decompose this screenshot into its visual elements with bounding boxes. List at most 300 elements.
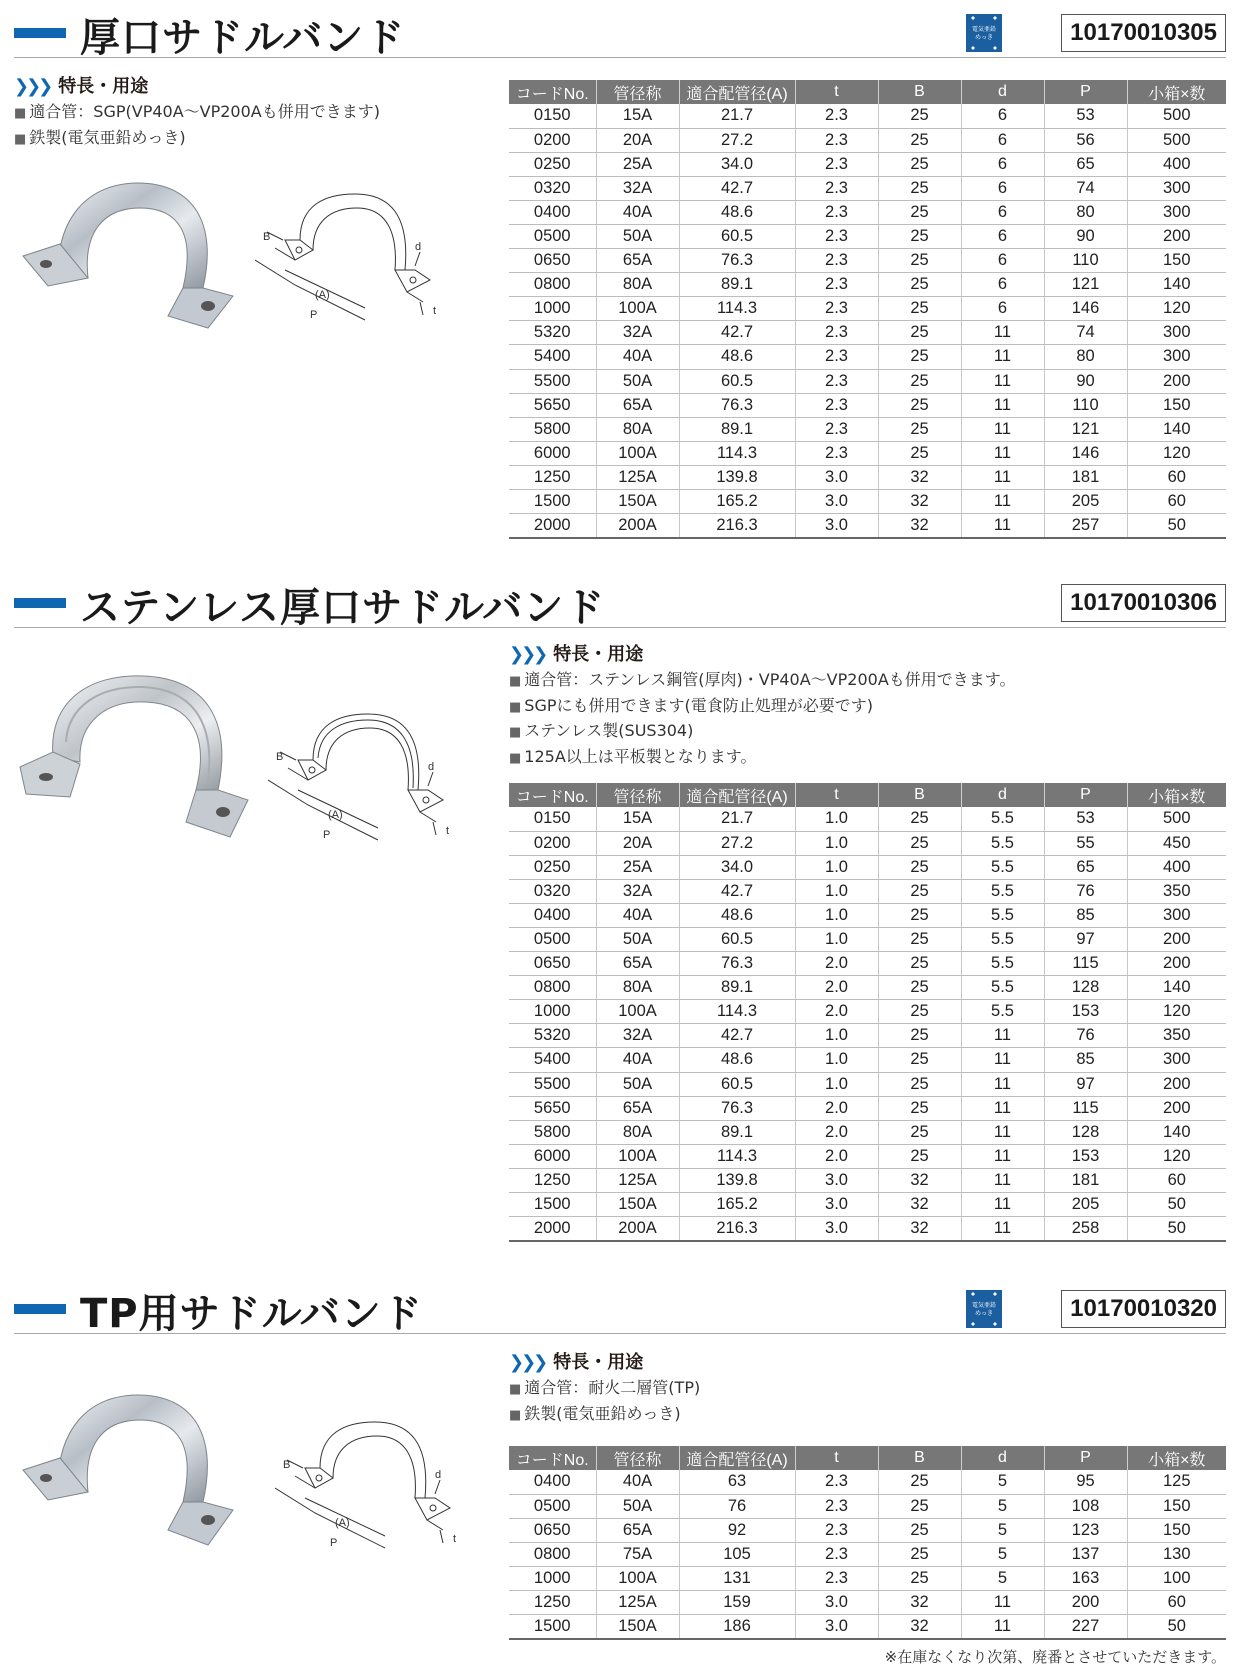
dimension-drawing bbox=[255, 190, 450, 350]
table-cell: 200 bbox=[1127, 224, 1226, 248]
table-cell: 25 bbox=[878, 176, 961, 200]
dim-label-p: P bbox=[310, 309, 318, 321]
table-cell: 0650 bbox=[509, 952, 596, 976]
table-cell: 450 bbox=[1127, 831, 1226, 855]
table-row bbox=[509, 1024, 1226, 1048]
bullet-square-icon: ■ bbox=[14, 106, 27, 121]
table-cell: 11 bbox=[961, 465, 1044, 489]
table-cell: 25 bbox=[878, 417, 961, 441]
table-cell: 50 bbox=[1127, 1217, 1226, 1242]
table-cell: 100A bbox=[596, 297, 679, 321]
table-row bbox=[509, 249, 1226, 273]
column-header: 管径称 bbox=[596, 783, 679, 807]
table-cell: 146 bbox=[1044, 441, 1127, 465]
table-cell: 300 bbox=[1127, 321, 1226, 345]
table-cell: 32 bbox=[878, 1168, 961, 1192]
column-header: B bbox=[878, 1446, 961, 1470]
table-cell: 115 bbox=[1044, 952, 1127, 976]
table-cell: 42.7 bbox=[679, 1024, 795, 1048]
section-title: ステンレス厚口サドルバンド bbox=[80, 585, 606, 631]
table-cell: 76 bbox=[679, 1494, 795, 1518]
table-cell: 60.5 bbox=[679, 224, 795, 248]
table-cell: 32 bbox=[878, 1615, 961, 1640]
table-cell: 25 bbox=[878, 1494, 961, 1518]
table-cell: 40A bbox=[596, 345, 679, 369]
table-cell: 1.0 bbox=[795, 1048, 878, 1072]
table-cell: 0400 bbox=[509, 200, 596, 224]
table-cell: 2000 bbox=[509, 1217, 596, 1242]
column-header: d bbox=[961, 1446, 1044, 1470]
table-cell: 1500 bbox=[509, 490, 596, 514]
table-cell: 186 bbox=[679, 1615, 795, 1640]
bullet-square-icon: ■ bbox=[14, 131, 27, 147]
table-cell: 6000 bbox=[509, 441, 596, 465]
table-cell: 92 bbox=[679, 1518, 795, 1542]
table-header-row bbox=[509, 1446, 1226, 1470]
table-cell: 2.3 bbox=[795, 1518, 878, 1542]
table-row bbox=[509, 1096, 1226, 1120]
table-cell: 25A bbox=[596, 152, 679, 176]
table-cell: 60.5 bbox=[679, 1072, 795, 1096]
table-cell: 100A bbox=[596, 441, 679, 465]
table-cell: 121 bbox=[1044, 417, 1127, 441]
dimension-drawing bbox=[275, 1418, 470, 1578]
chevron-icon: ❯❯❯ bbox=[14, 76, 51, 97]
table-cell: 25 bbox=[878, 952, 961, 976]
table-cell: 0500 bbox=[509, 927, 596, 951]
table-cell: 6 bbox=[961, 249, 1044, 273]
dim-label-t: t bbox=[453, 1533, 457, 1545]
svg-text:めっき: めっき bbox=[975, 34, 993, 41]
table-cell: 25 bbox=[878, 224, 961, 248]
table-cell: 5400 bbox=[509, 1048, 596, 1072]
svg-text:めっき: めっき bbox=[975, 1310, 993, 1317]
table-cell: 40A bbox=[596, 903, 679, 927]
bullet-square-icon: ■ bbox=[509, 674, 522, 689]
table-cell: 1.0 bbox=[795, 1072, 878, 1096]
table-cell: 200 bbox=[1127, 369, 1226, 393]
table-cell: 100 bbox=[1127, 1566, 1226, 1590]
table-cell: 500 bbox=[1127, 807, 1226, 831]
bullet-square-icon: ■ bbox=[509, 750, 522, 766]
table-cell: 120 bbox=[1127, 441, 1226, 465]
table-cell: 25 bbox=[878, 1518, 961, 1542]
table-cell: 97 bbox=[1044, 927, 1127, 951]
table-cell: 0800 bbox=[509, 273, 596, 297]
table-cell: 121 bbox=[1044, 273, 1127, 297]
column-header: コードNo. bbox=[509, 80, 596, 104]
table-cell: 32 bbox=[878, 490, 961, 514]
table-cell: 11 bbox=[961, 1615, 1044, 1640]
table-cell: 32A bbox=[596, 1024, 679, 1048]
table-row bbox=[509, 1120, 1226, 1144]
table-cell: 6 bbox=[961, 176, 1044, 200]
product-photo bbox=[18, 672, 258, 847]
table-cell: 165.2 bbox=[679, 1193, 795, 1217]
table-cell: 32 bbox=[878, 1193, 961, 1217]
table-cell: 25A bbox=[596, 855, 679, 879]
features-title: 特長・用途 bbox=[553, 644, 644, 665]
bullet-square-icon: ■ bbox=[509, 725, 522, 740]
table-cell: 32A bbox=[596, 879, 679, 903]
table-cell: 130 bbox=[1127, 1542, 1226, 1566]
table-row bbox=[509, 465, 1226, 489]
table-cell: 15A bbox=[596, 104, 679, 128]
product-photo bbox=[18, 1390, 248, 1555]
table-cell: 25 bbox=[878, 879, 961, 903]
spec-table bbox=[509, 783, 1226, 1242]
feature-line: ■ 適合管：ステンレス鋼管(厚肉)・VP40A〜VP200Aも併用できます。 bbox=[509, 670, 1016, 689]
table-cell: 65A bbox=[596, 952, 679, 976]
features-block bbox=[509, 642, 1015, 770]
table-cell: 200 bbox=[1127, 1072, 1226, 1096]
table-cell: 65A bbox=[596, 1518, 679, 1542]
table-cell: 6 bbox=[961, 200, 1044, 224]
table-cell: 2.3 bbox=[795, 104, 878, 128]
table-cell: 1250 bbox=[509, 465, 596, 489]
table-cell: 20A bbox=[596, 128, 679, 152]
table-row bbox=[509, 1048, 1226, 1072]
title-accent-bar bbox=[14, 1304, 66, 1314]
table-cell: 137 bbox=[1044, 1542, 1127, 1566]
table-cell: 80 bbox=[1044, 200, 1127, 224]
table-cell: 128 bbox=[1044, 976, 1127, 1000]
table-cell: 2.0 bbox=[795, 1144, 878, 1168]
table-row bbox=[509, 1072, 1226, 1096]
table-row bbox=[509, 200, 1226, 224]
table-cell: 25 bbox=[878, 1144, 961, 1168]
table-cell: 0650 bbox=[509, 249, 596, 273]
table-cell: 11 bbox=[961, 1048, 1044, 1072]
dim-label-a: (A) bbox=[315, 289, 330, 301]
features-block bbox=[509, 1350, 700, 1427]
plating-badge-icon bbox=[966, 1290, 1002, 1328]
table-row bbox=[509, 1144, 1226, 1168]
column-header: 適合配管径(A) bbox=[679, 783, 795, 807]
table-cell: 216.3 bbox=[679, 514, 795, 539]
table-cell: 100A bbox=[596, 1000, 679, 1024]
table-cell: 105 bbox=[679, 1542, 795, 1566]
table-row bbox=[509, 152, 1226, 176]
table-cell: 150 bbox=[1127, 393, 1226, 417]
table-cell: 74 bbox=[1044, 321, 1127, 345]
table-cell: 140 bbox=[1127, 1120, 1226, 1144]
table-cell: 2.3 bbox=[795, 441, 878, 465]
table-cell: 0400 bbox=[509, 1470, 596, 1494]
table-cell: 40A bbox=[596, 1470, 679, 1494]
table-cell: 25 bbox=[878, 1072, 961, 1096]
spec-table bbox=[509, 1446, 1226, 1640]
product-code: 10170010320 bbox=[1061, 1290, 1226, 1328]
table-cell: 32 bbox=[878, 1217, 961, 1242]
table-cell: 3.0 bbox=[795, 1590, 878, 1614]
table-cell: 5 bbox=[961, 1470, 1044, 1494]
feature-line: ■ SGPにも併用できます(電食防止処理が必要です) bbox=[509, 695, 873, 715]
dim-label-p: P bbox=[323, 829, 331, 841]
table-cell: 25 bbox=[878, 369, 961, 393]
table-cell: 120 bbox=[1127, 297, 1226, 321]
table-cell: 0320 bbox=[509, 879, 596, 903]
table-cell: 500 bbox=[1127, 104, 1226, 128]
table-cell: 300 bbox=[1127, 345, 1226, 369]
table-cell: 2.0 bbox=[795, 976, 878, 1000]
table-row bbox=[509, 976, 1226, 1000]
table-cell: 3.0 bbox=[795, 1193, 878, 1217]
table-cell: 90 bbox=[1044, 369, 1127, 393]
table-cell: 5 bbox=[961, 1518, 1044, 1542]
table-cell: 48.6 bbox=[679, 1048, 795, 1072]
table-cell: 11 bbox=[961, 1590, 1044, 1614]
column-header: P bbox=[1044, 1446, 1127, 1470]
table-cell: 40A bbox=[596, 1048, 679, 1072]
table-cell: 32 bbox=[878, 465, 961, 489]
table-cell: 76 bbox=[1044, 879, 1127, 903]
table-cell: 65A bbox=[596, 1096, 679, 1120]
table-cell: 6 bbox=[961, 224, 1044, 248]
table-cell: 25 bbox=[878, 1120, 961, 1144]
table-row bbox=[509, 1000, 1226, 1024]
section-header bbox=[14, 572, 1226, 631]
table-cell: 146 bbox=[1044, 297, 1127, 321]
table-cell: 34.0 bbox=[679, 855, 795, 879]
table-cell: 27.2 bbox=[679, 831, 795, 855]
table-cell: 200 bbox=[1127, 927, 1226, 951]
table-row bbox=[509, 128, 1226, 152]
table-cell: 1000 bbox=[509, 1566, 596, 1590]
table-cell: 115 bbox=[1044, 1096, 1127, 1120]
table-cell: 159 bbox=[679, 1590, 795, 1614]
table-cell: 60.5 bbox=[679, 927, 795, 951]
table-row bbox=[509, 490, 1226, 514]
table-cell: 131 bbox=[679, 1566, 795, 1590]
table-cell: 2.3 bbox=[795, 273, 878, 297]
column-header: 管径称 bbox=[596, 1446, 679, 1470]
table-cell: 5320 bbox=[509, 1024, 596, 1048]
table-cell: 5.5 bbox=[961, 855, 1044, 879]
table-row bbox=[509, 393, 1226, 417]
table-cell: 2.3 bbox=[795, 1494, 878, 1518]
table-cell: 200A bbox=[596, 514, 679, 539]
chevron-icon: ❯❯❯ bbox=[509, 1352, 546, 1373]
table-cell: 1.0 bbox=[795, 855, 878, 879]
table-cell: 85 bbox=[1044, 903, 1127, 927]
table-cell: 56 bbox=[1044, 128, 1127, 152]
table-cell: 80A bbox=[596, 1120, 679, 1144]
table-cell: 200A bbox=[596, 1217, 679, 1242]
dimension-drawing bbox=[268, 710, 463, 870]
table-cell: 34.0 bbox=[679, 152, 795, 176]
table-cell: 75A bbox=[596, 1542, 679, 1566]
table-cell: 5.5 bbox=[961, 831, 1044, 855]
table-cell: 60 bbox=[1127, 465, 1226, 489]
table-cell: 32A bbox=[596, 321, 679, 345]
table-cell: 25 bbox=[878, 1566, 961, 1590]
table-cell: 89.1 bbox=[679, 976, 795, 1000]
table-cell: 0650 bbox=[509, 1518, 596, 1542]
table-cell: 11 bbox=[961, 1120, 1044, 1144]
table-cell: 2.0 bbox=[795, 1000, 878, 1024]
table-cell: 11 bbox=[961, 393, 1044, 417]
table-cell: 123 bbox=[1044, 1518, 1127, 1542]
table-cell: 11 bbox=[961, 490, 1044, 514]
table-row bbox=[509, 903, 1226, 927]
table-row bbox=[509, 321, 1226, 345]
table-cell: 42.7 bbox=[679, 176, 795, 200]
table-row bbox=[509, 1518, 1226, 1542]
table-cell: 25 bbox=[878, 807, 961, 831]
table-cell: 50A bbox=[596, 927, 679, 951]
table-cell: 181 bbox=[1044, 465, 1127, 489]
table-cell: 25 bbox=[878, 441, 961, 465]
product-code: 10170010305 bbox=[1061, 14, 1226, 52]
table-cell: 500 bbox=[1127, 128, 1226, 152]
dim-label-t: t bbox=[446, 825, 450, 837]
bullet-square-icon: ■ bbox=[509, 699, 522, 715]
table-row bbox=[509, 855, 1226, 879]
table-cell: 40A bbox=[596, 200, 679, 224]
dim-label-p: P bbox=[330, 1537, 338, 1549]
table-cell: 95 bbox=[1044, 1470, 1127, 1494]
table-cell: 80A bbox=[596, 976, 679, 1000]
table-row bbox=[509, 104, 1226, 128]
features-block bbox=[14, 74, 380, 151]
table-cell: 11 bbox=[961, 345, 1044, 369]
table-cell: 5800 bbox=[509, 417, 596, 441]
table-cell: 0500 bbox=[509, 1494, 596, 1518]
table-cell: 11 bbox=[961, 1072, 1044, 1096]
table-cell: 6 bbox=[961, 297, 1044, 321]
table-cell: 257 bbox=[1044, 514, 1127, 539]
table-cell: 2.3 bbox=[795, 152, 878, 176]
table-cell: 25 bbox=[878, 976, 961, 1000]
table-cell: 76.3 bbox=[679, 1096, 795, 1120]
table-cell: 89.1 bbox=[679, 273, 795, 297]
feature-line: ■ 適合管：SGP(VP40A〜VP200Aも併用できます) bbox=[14, 102, 380, 121]
dim-label-b: B bbox=[263, 231, 271, 243]
table-cell: 65 bbox=[1044, 152, 1127, 176]
table-cell: 65A bbox=[596, 393, 679, 417]
table-cell: 1.0 bbox=[795, 831, 878, 855]
table-cell: 5.5 bbox=[961, 927, 1044, 951]
table-cell: 1000 bbox=[509, 297, 596, 321]
spec-table bbox=[509, 80, 1226, 539]
table-cell: 150 bbox=[1127, 249, 1226, 273]
table-cell: 110 bbox=[1044, 249, 1127, 273]
table-cell: 5.5 bbox=[961, 807, 1044, 831]
table-cell: 2.0 bbox=[795, 1120, 878, 1144]
table-cell: 2.3 bbox=[795, 369, 878, 393]
dim-label-b: B bbox=[276, 751, 284, 763]
table-cell: 1250 bbox=[509, 1590, 596, 1614]
table-cell: 125A bbox=[596, 465, 679, 489]
table-row bbox=[509, 273, 1226, 297]
dim-label-a: (A) bbox=[335, 1517, 350, 1529]
table-cell: 0800 bbox=[509, 1542, 596, 1566]
table-cell: 5.5 bbox=[961, 952, 1044, 976]
table-cell: 3.0 bbox=[795, 1615, 878, 1640]
table-cell: 15A bbox=[596, 807, 679, 831]
table-cell: 1.0 bbox=[795, 927, 878, 951]
table-cell: 2.3 bbox=[795, 297, 878, 321]
table-cell: 153 bbox=[1044, 1144, 1127, 1168]
table-cell: 65A bbox=[596, 249, 679, 273]
table-cell: 3.0 bbox=[795, 465, 878, 489]
column-header: 管径称 bbox=[596, 80, 679, 104]
table-cell: 216.3 bbox=[679, 1217, 795, 1242]
product-photo bbox=[18, 178, 248, 338]
table-cell: 0150 bbox=[509, 807, 596, 831]
table-cell: 2.3 bbox=[795, 1542, 878, 1566]
column-header: t bbox=[795, 1446, 878, 1470]
table-cell: 200 bbox=[1044, 1590, 1127, 1614]
table-cell: 50 bbox=[1127, 1615, 1226, 1640]
table-cell: 227 bbox=[1044, 1615, 1127, 1640]
table-row bbox=[509, 1193, 1226, 1217]
table-cell: 3.0 bbox=[795, 1168, 878, 1192]
table-cell: 89.1 bbox=[679, 417, 795, 441]
table-cell: 205 bbox=[1044, 1193, 1127, 1217]
table-cell: 1000 bbox=[509, 1000, 596, 1024]
table-cell: 50 bbox=[1127, 1193, 1226, 1217]
dim-label-d: d bbox=[428, 761, 435, 773]
dim-label-d: d bbox=[415, 241, 422, 253]
table-row bbox=[509, 441, 1226, 465]
table-cell: 5500 bbox=[509, 1072, 596, 1096]
table-row bbox=[509, 1542, 1226, 1566]
table-cell: 350 bbox=[1127, 879, 1226, 903]
bullet-square-icon: ■ bbox=[509, 1407, 522, 1423]
table-cell: 5.5 bbox=[961, 903, 1044, 927]
feature-line: ■ ステンレス製(SUS304) bbox=[509, 721, 694, 740]
table-cell: 139.8 bbox=[679, 465, 795, 489]
table-cell: 125 bbox=[1127, 1470, 1226, 1494]
table-cell: 27.2 bbox=[679, 128, 795, 152]
table-cell: 53 bbox=[1044, 807, 1127, 831]
footnote: ※在庫なくなり次第、廃番とさせていただきます。 bbox=[884, 1648, 1226, 1666]
features-title: 特長・用途 bbox=[58, 76, 149, 97]
dim-label-t: t bbox=[433, 305, 437, 317]
table-row bbox=[509, 1590, 1226, 1614]
table-cell: 163 bbox=[1044, 1566, 1127, 1590]
dim-label-a: (A) bbox=[328, 809, 343, 821]
table-cell: 140 bbox=[1127, 273, 1226, 297]
table-cell: 5 bbox=[961, 1542, 1044, 1566]
table-cell: 150A bbox=[596, 1193, 679, 1217]
column-header: コードNo. bbox=[509, 1446, 596, 1470]
table-cell: 0200 bbox=[509, 831, 596, 855]
table-cell: 5650 bbox=[509, 1096, 596, 1120]
feature-line: ■ 鉄製(電気亜鉛めっき) bbox=[14, 127, 186, 147]
table-cell: 0500 bbox=[509, 224, 596, 248]
table-cell: 32A bbox=[596, 176, 679, 200]
table-cell: 200 bbox=[1127, 1096, 1226, 1120]
table-cell: 258 bbox=[1044, 1217, 1127, 1242]
section-title: 厚口サドルバンド bbox=[80, 15, 406, 61]
table-cell: 1.0 bbox=[795, 807, 878, 831]
feature-line: ■ 125A以上は平板製となります。 bbox=[509, 746, 757, 766]
column-header: P bbox=[1044, 783, 1127, 807]
table-cell: 90 bbox=[1044, 224, 1127, 248]
table-cell: 0320 bbox=[509, 176, 596, 200]
table-cell: 2.3 bbox=[795, 345, 878, 369]
table-cell: 5 bbox=[961, 1494, 1044, 1518]
table-cell: 200 bbox=[1127, 952, 1226, 976]
table-cell: 150A bbox=[596, 490, 679, 514]
table-cell: 400 bbox=[1127, 152, 1226, 176]
table-cell: 80A bbox=[596, 273, 679, 297]
table-row bbox=[509, 1168, 1226, 1192]
table-cell: 42.7 bbox=[679, 879, 795, 903]
